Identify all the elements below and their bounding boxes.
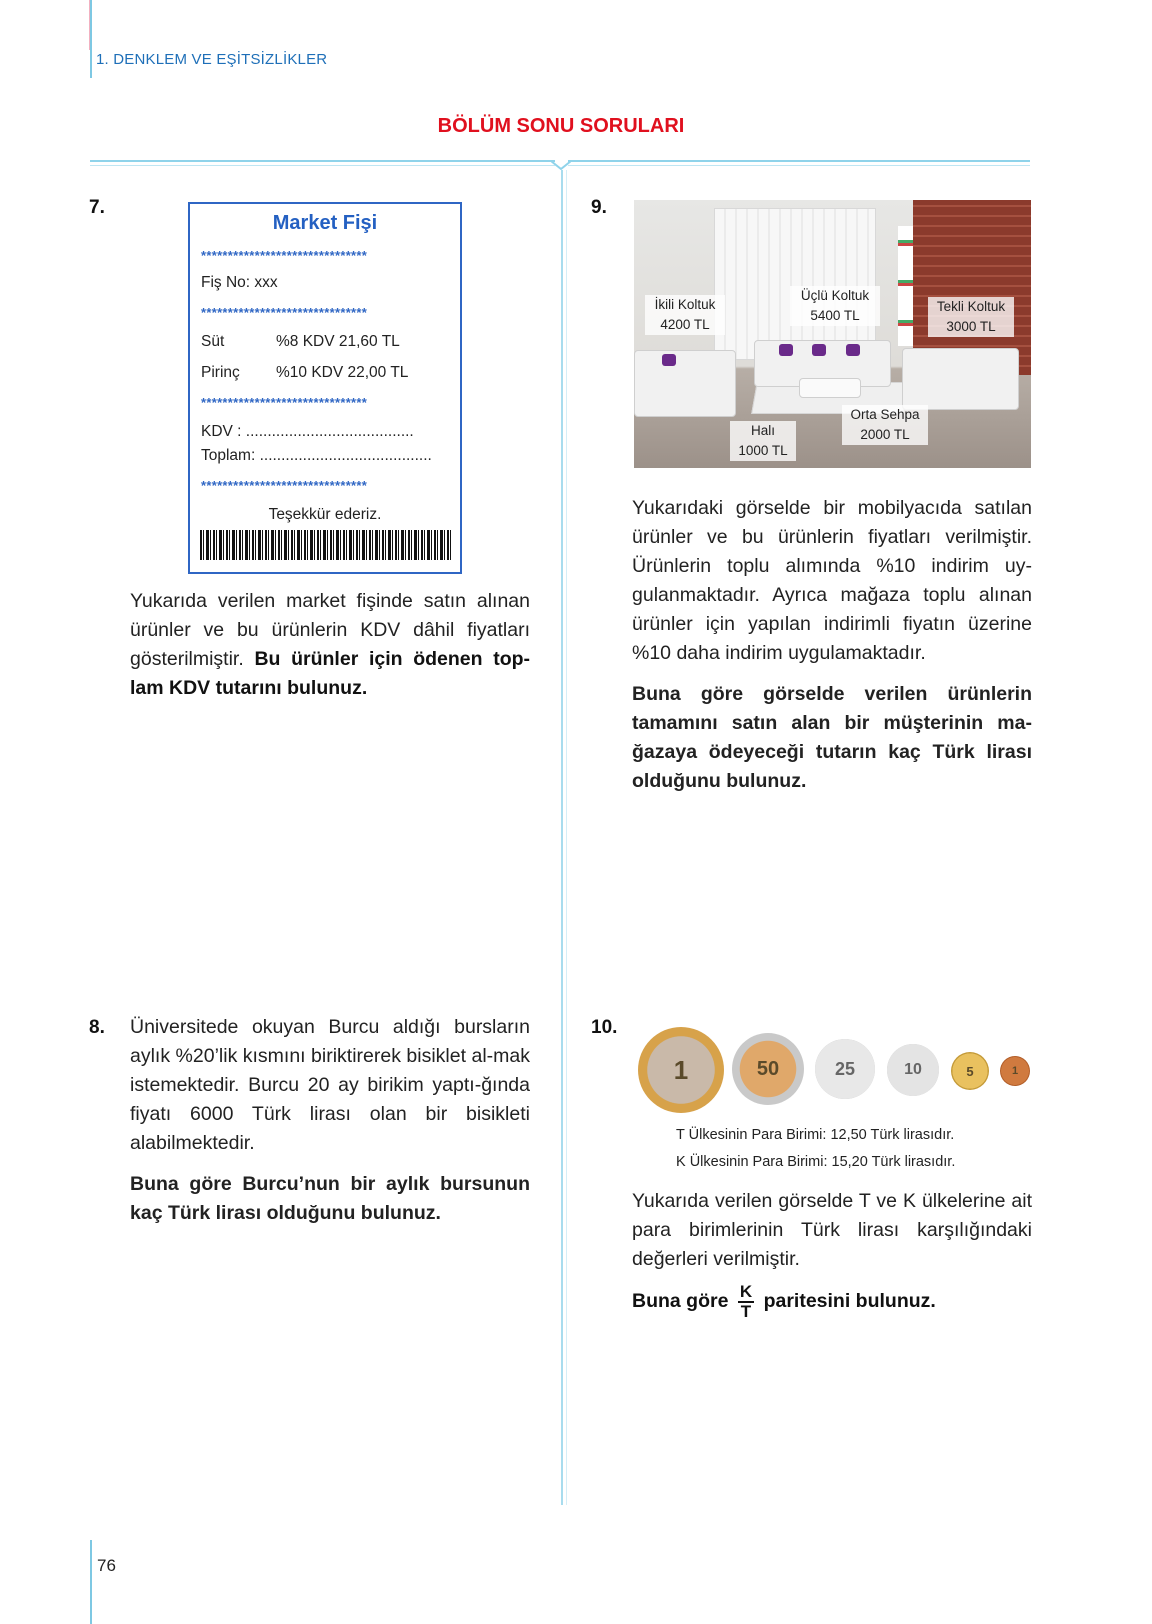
receipt-item-name: Süt [201,333,225,350]
receipt-total-line: Toplam: ........................................ [201,447,432,464]
receipt-kdv-line: KDV : ....................................... [201,423,414,440]
receipt-thanks: Teşekkür ederiz. [268,506,382,523]
column-separator [561,170,563,1505]
section-title: BÖLÜM SONU SORULARI [437,115,685,137]
prompt-suffix: paritesini bulunuz. [763,1290,936,1313]
pillow [812,344,826,356]
divider-right-thin [568,165,1030,166]
price-tag [730,421,796,461]
price-tag [790,286,880,326]
fraction-numerator: K [739,1282,753,1301]
product-price: 3000 TL [946,319,996,334]
divider-notch [551,158,571,170]
coin-10-kurus: 10 [887,1044,939,1096]
receipt-item-detail: %8 KDV 21,60 TL [276,333,400,350]
product-name: Tekli Koltuk [936,299,1006,314]
question-9-prompt: Buna göre görselde verilen ürünlerin tamamını satın alan bir müşterinin ma-ğazaya ödeyeceği tutarın kaç Türk lirası olduğunu bulunuz. [632,683,1032,792]
product-price: 2000 TL [860,427,910,442]
question-7-number: 7. [89,197,105,218]
currency-rate-t: T Ülkesinin Para Birimi: 12,50 Türk lirasıdır. [676,1127,955,1143]
question-7-prompt: Bu ürünler için ödenen top-lam KDV tutarını bulunuz. [130,648,531,699]
chapter-header: 1. DENKLEM VE EŞİTSİZLİKLER [96,51,328,68]
product-price: 4200 TL [660,317,710,332]
question-8-body: Üniversitede okuyan Burcu aldığı bursların aylık %20’lik kısmını biriktirerek bisiklet al-mak istemektedir. Burcu 20 ay birikim yaptı-ğında fiyatı 6000 Türk lirası olan bir bisikleti alabilmektedir. [130,1016,530,1154]
question-9-body: Yukarıdaki görselde bir mobilyacıda satılan ürünler ve bu ürünlerin fiyatları verilmiştir. Ürünlerin toplu alımında %10 indirim uy-gulanmaktadır. Ayrıca mağaza toplu alınan ürünler için yapılan indirimli fiyatın üzerine %10 daha indirim uygulamaktadır. [632,497,1032,664]
product-name: Üçlü Koltuk [800,288,870,303]
product-name: İkili Koltuk [654,297,716,312]
column-separator-thin [566,170,567,1505]
coin-25-kurus: 25 [815,1039,875,1099]
question-8-number: 8. [89,1017,105,1038]
page-number: 76 [97,1556,116,1575]
fraction-denominator: T [740,1302,752,1321]
question-10-body: Yukarıda verilen görselde T ve K ülkelerine ait para birimlerinin Türk lirası karşılığındaki değerleri verilmiştir. [632,1190,1032,1270]
product-price: 5400 TL [810,308,860,323]
receipt-number: Fiş No: xxx [201,274,278,291]
coin-5-kurus: 5 [951,1052,989,1090]
price-tag [928,297,1014,337]
question-7-text [130,587,530,703]
pillow [779,344,793,356]
divider-left [90,160,555,162]
two-seat-sofa [634,350,736,417]
market-receipt [188,202,462,574]
divider-left-thin [90,165,555,166]
receipt-item-name: Pirinç [201,364,240,381]
question-7-body: Yukarıda verilen market fişinde satın alınan ürünler ve bu ürünlerin KDV dâhil fiyatları gösterilmiştir. [130,590,530,670]
price-tag [842,405,928,445]
window-blinds [714,208,876,360]
question-9-number: 9. [591,197,607,218]
coin-1-lira: 1 [638,1027,724,1113]
pillow [662,354,676,366]
receipt-item-detail: %10 KDV 22,00 TL [276,364,409,381]
product-name: Orta Sehpa [850,407,920,422]
question-10-prompt [632,1283,936,1321]
coin-50-kurus: 50 [732,1033,804,1105]
fraction-k-over-t [738,1283,754,1321]
prompt-prefix: Buna göre [632,1290,729,1313]
coin-1-kurus: 1 [1000,1056,1030,1086]
product-price: 1000 TL [738,443,788,458]
receipt-stars: ******************************* [201,248,368,263]
divider-right [568,160,1030,162]
currency-rate-k: K Ülkesinin Para Birimi: 15,20 Türk lirasıdır. [676,1154,956,1170]
price-tag [645,295,725,335]
barcode [200,530,452,560]
coffee-table [799,378,861,398]
receipt-stars: ******************************* [201,478,368,493]
receipt-stars: ******************************* [201,305,368,320]
receipt-stars: ******************************* [201,395,368,410]
margin-line-top [90,0,92,78]
margin-line-bottom [90,1540,92,1624]
pillow [846,344,860,356]
armchair [902,348,1019,410]
receipt-title: Market Fişi [272,212,378,234]
question-10-number: 10. [591,1017,618,1038]
question-8-prompt: Buna göre Burcu’nun bir aylık bursunun kaç Türk lirası olduğunu bulunuz. [130,1173,530,1224]
product-name: Halı [750,423,775,438]
